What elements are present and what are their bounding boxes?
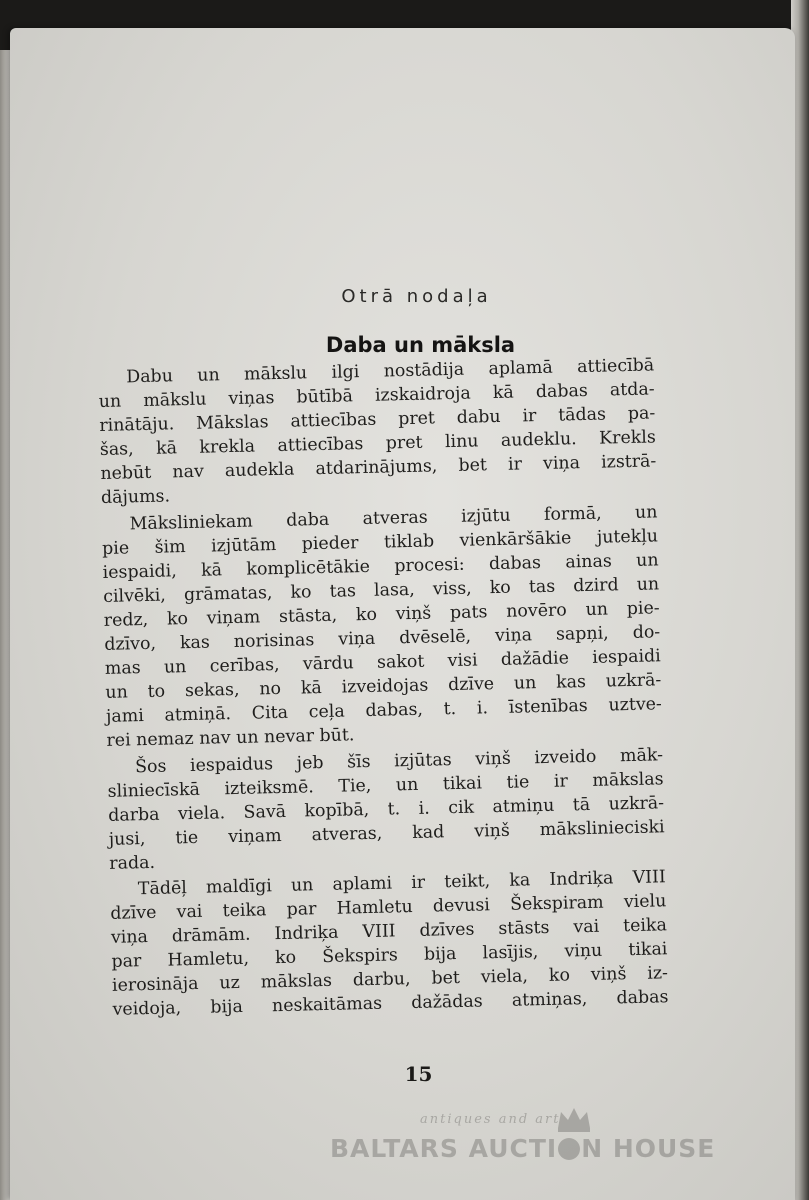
paragraph [107, 743, 666, 876]
text-line: šas, kā krekla attiecības pret linu audeklu. Krekls [99, 427, 656, 461]
paragraph [98, 353, 657, 510]
chapter-label: Otrā nodaļa [341, 286, 492, 307]
text-line: Tādēļ maldīgi un aplami ir teikt, ka Indriķa VIII [137, 867, 666, 900]
text-line: Šos iespaidus jeb šīs izjūtas viņš izveido māk- [134, 744, 664, 777]
text-line: veidoja, bija neskaitāmas dažādas atmiņas, dabas [112, 987, 669, 1021]
watermark [330, 1106, 730, 1176]
text-line: un mākslu viņas būtībā izskaidroja kā dabas atda- [98, 379, 655, 413]
text-line: un to sekas, no kā izveidojas dzīve un kas uzkrā- [105, 670, 662, 704]
text-line: darba viela. Savā kopībā, t. i. cik atmiņu tā uzkrā- [107, 792, 665, 826]
text-line: jami atmiņā. Cita ceļa dabas, t. i. īstenības uztve- [105, 694, 663, 728]
crown-icon [556, 1106, 592, 1132]
text-line: rei nemaz nav un nevar būt. [106, 725, 355, 752]
text-line: cilvēki, grāmatas, ko tas lasa, viss, ko tas dzird un [103, 574, 660, 607]
text-line: rinātāju. Mākslas attiecības pret dabu ir tādas pa- [99, 403, 656, 437]
watermark-tagline: antiques and art [420, 1112, 561, 1127]
text-line: dzīvo, kas norisinas viņa dvēselē, viņa sapņi, do- [104, 622, 661, 655]
watermark-name [330, 1134, 715, 1163]
text-line: mas un cerības, vārdu sakot visi dažādie iespaidi [104, 646, 661, 680]
watermark-name-part2: N HOUSE [581, 1134, 716, 1163]
text-line: rada. [109, 852, 156, 874]
text-line: redz, ko viņam stāsta, ko viņš pats novēro un pie- [103, 598, 660, 631]
text-line: viņa drāmām. Indriķa VIII dzīves stāsts vai teika [110, 915, 668, 949]
text-line: iespaidi, kā komplicētākie procesi: dabas ainas un [102, 550, 659, 583]
text-line: dājums. [100, 486, 171, 509]
page-number: 15 [404, 1062, 433, 1086]
text-line: par Hamletu, ko Šekspirs bija lasījis, viņu tikai [111, 939, 668, 973]
text-line: Māksliniekam daba atveras izjūtu formā, un [129, 501, 658, 534]
watermark-name-part1: BALTARS AUCTI [330, 1134, 558, 1163]
text-line: sliniecīskā izteiksmē. Tie, un tikai tie ir mākslas [107, 768, 664, 802]
text-line: jusi, tie viņam atveras, kad viņš mākslinieciski [108, 817, 665, 850]
paragraph [101, 500, 662, 753]
text-line: dzīve vai teika par Hamletu devusi Šekspiram vielu [110, 891, 667, 924]
text-line: ierosināja uz mākslas darbu, bet viela, ko viņš iz- [111, 963, 669, 997]
text-line: Dabu un mākslu ilgi nostādija aplamā attiecībā [126, 355, 655, 388]
text-line: pie šim izjūtām pieder tiklab vienkāršākie jutekļu [101, 525, 659, 559]
body-text [98, 353, 669, 1024]
globe-icon [558, 1138, 580, 1160]
paragraph [110, 865, 669, 1022]
chapter-title: Daba un māksla [325, 333, 516, 357]
text-line: nebūt nav audekla atdarinājums, bet ir viņa izstrā- [100, 451, 657, 485]
